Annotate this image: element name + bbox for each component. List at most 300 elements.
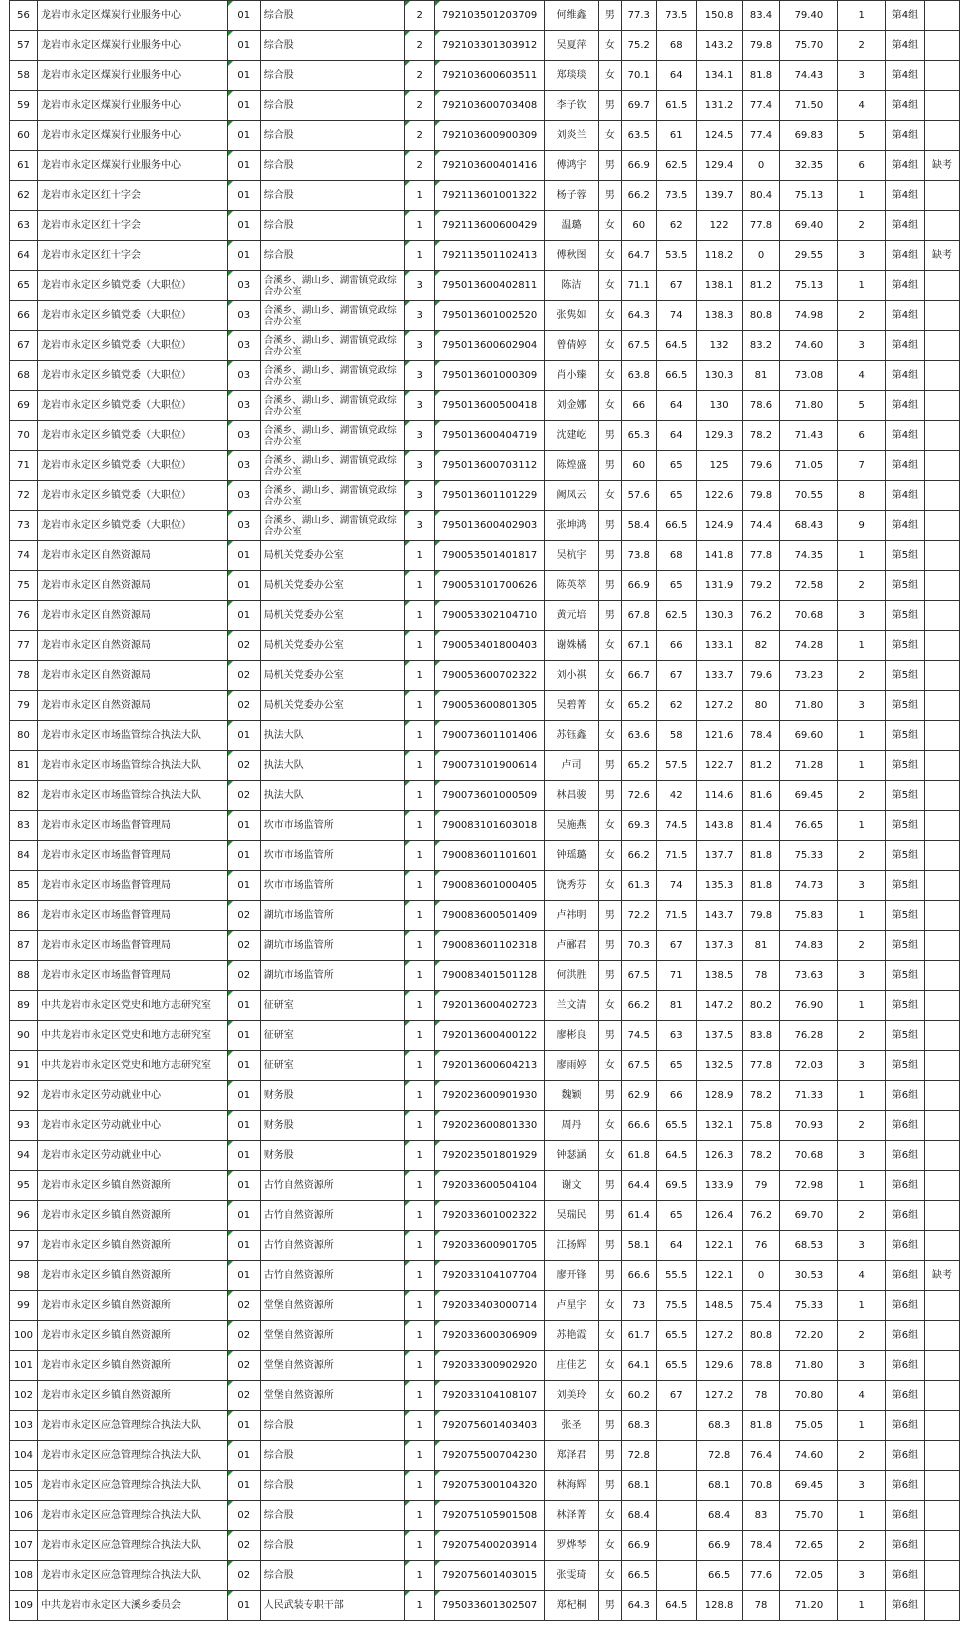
final-score-cell: 70.80 — [780, 1381, 838, 1411]
row-number-cell: 64 — [10, 241, 38, 271]
candidate-name-cell: 张雯琦 — [545, 1561, 599, 1591]
position-name-cell: 合溪乡、湖山乡、湖雷镇党政综合办公室 — [260, 301, 405, 331]
rank-cell: 4 — [838, 91, 886, 121]
candidate-name-cell: 郑琰琰 — [545, 61, 599, 91]
written-score-2-cell — [656, 1441, 696, 1471]
hire-count-cell: 3 — [405, 331, 435, 361]
table-row — [10, 1321, 960, 1351]
written-score-1-cell: 64.3 — [621, 301, 656, 331]
candidate-name-cell: 刘金娜 — [545, 391, 599, 421]
written-total-cell: 68.4 — [696, 1501, 742, 1531]
table-row — [10, 1111, 960, 1141]
position-name-cell: 古竹自然资源所 — [260, 1261, 405, 1291]
interview-score-cell: 83 — [742, 1501, 780, 1531]
exam-number-cell: 795013601002520 — [435, 301, 545, 331]
position-name-cell: 执法大队 — [260, 721, 405, 751]
hire-count-cell: 3 — [405, 511, 435, 541]
gender-cell: 女 — [598, 1351, 621, 1381]
final-score-cell: 73.63 — [780, 961, 838, 991]
hire-count-cell: 1 — [405, 1231, 435, 1261]
group-cell: 第6组 — [886, 1291, 925, 1321]
table-row — [10, 571, 960, 601]
table-row — [10, 151, 960, 181]
row-number-cell: 98 — [10, 1261, 38, 1291]
table-row — [10, 961, 960, 991]
exam-number-cell: 792113600600429 — [435, 211, 545, 241]
written-total-cell: 68.1 — [696, 1471, 742, 1501]
group-cell: 第6组 — [886, 1201, 925, 1231]
position-code-cell: 01 — [227, 91, 260, 121]
position-code-cell: 01 — [227, 841, 260, 871]
written-score-1-cell: 66.6 — [621, 1111, 656, 1141]
exam-number-cell: 790053600702322 — [435, 661, 545, 691]
remark-cell — [924, 1201, 959, 1231]
final-score-cell: 71.28 — [780, 751, 838, 781]
written-score-2-cell: 57.5 — [656, 751, 696, 781]
row-number-cell: 102 — [10, 1381, 38, 1411]
candidate-name-cell: 刘炎兰 — [545, 121, 599, 151]
remark-cell — [924, 91, 959, 121]
exam-number-cell: 790083101603018 — [435, 811, 545, 841]
exam-number-cell: 792075400203914 — [435, 1531, 545, 1561]
position-name-cell: 综合股 — [260, 91, 405, 121]
remark-cell — [924, 61, 959, 91]
row-number-cell: 81 — [10, 751, 38, 781]
position-code-cell: 01 — [227, 1, 260, 31]
group-cell: 第4组 — [886, 481, 925, 511]
row-number-cell: 74 — [10, 541, 38, 571]
position-code-cell: 01 — [227, 211, 260, 241]
gender-cell: 女 — [598, 271, 621, 301]
position-code-cell: 03 — [227, 301, 260, 331]
hire-count-cell: 1 — [405, 1381, 435, 1411]
final-score-cell: 29.55 — [780, 241, 838, 271]
written-score-1-cell: 65.3 — [621, 421, 656, 451]
row-number-cell: 67 — [10, 331, 38, 361]
gender-cell: 男 — [598, 451, 621, 481]
interview-score-cell: 79 — [742, 1171, 780, 1201]
written-total-cell: 139.7 — [696, 181, 742, 211]
unit-name-cell: 中共龙岩市永定区党史和地方志研究室 — [37, 1051, 227, 1081]
hire-count-cell: 3 — [405, 481, 435, 511]
row-number-cell: 101 — [10, 1351, 38, 1381]
remark-cell — [924, 721, 959, 751]
candidate-name-cell: 张圣 — [545, 1411, 599, 1441]
hire-count-cell: 1 — [405, 811, 435, 841]
group-cell: 第5组 — [886, 1051, 925, 1081]
hire-count-cell: 1 — [405, 751, 435, 781]
row-number-cell: 96 — [10, 1201, 38, 1231]
written-score-2-cell: 67 — [656, 271, 696, 301]
row-number-cell: 77 — [10, 631, 38, 661]
rank-cell: 1 — [838, 1411, 886, 1441]
position-name-cell: 综合股 — [260, 1411, 405, 1441]
candidate-name-cell: 傅秋图 — [545, 241, 599, 271]
exam-number-cell: 792103600703408 — [435, 91, 545, 121]
written-score-1-cell: 69.7 — [621, 91, 656, 121]
position-name-cell: 湖坑市场监管所 — [260, 931, 405, 961]
rank-cell: 3 — [838, 601, 886, 631]
group-cell: 第6组 — [886, 1171, 925, 1201]
table-row — [10, 1171, 960, 1201]
written-score-1-cell: 63.8 — [621, 361, 656, 391]
row-number-cell: 87 — [10, 931, 38, 961]
exam-number-cell: 792033300902920 — [435, 1351, 545, 1381]
unit-name-cell: 龙岩市永定区乡镇自然资源所 — [37, 1201, 227, 1231]
written-total-cell: 122 — [696, 211, 742, 241]
table-row — [10, 1141, 960, 1171]
position-name-cell: 综合股 — [260, 241, 405, 271]
interview-score-cell: 78.4 — [742, 1531, 780, 1561]
written-total-cell: 129.6 — [696, 1351, 742, 1381]
interview-score-cell: 79.8 — [742, 901, 780, 931]
written-score-1-cell: 67.5 — [621, 961, 656, 991]
remark-cell — [924, 1, 959, 31]
exam-number-cell: 792033600901705 — [435, 1231, 545, 1261]
rank-cell: 1 — [838, 1291, 886, 1321]
gender-cell: 男 — [598, 1411, 621, 1441]
candidate-name-cell: 谢文 — [545, 1171, 599, 1201]
position-name-cell: 财务股 — [260, 1111, 405, 1141]
gender-cell: 男 — [598, 1081, 621, 1111]
table-row — [10, 511, 960, 541]
row-number-cell: 105 — [10, 1471, 38, 1501]
position-name-cell: 综合股 — [260, 211, 405, 241]
hire-count-cell: 1 — [405, 1201, 435, 1231]
rank-cell: 1 — [838, 1501, 886, 1531]
row-number-cell: 99 — [10, 1291, 38, 1321]
candidate-name-cell: 吴杭宇 — [545, 541, 599, 571]
gender-cell: 女 — [598, 301, 621, 331]
final-score-cell: 76.28 — [780, 1021, 838, 1051]
exam-number-cell: 790073601000509 — [435, 781, 545, 811]
final-score-cell: 72.65 — [780, 1531, 838, 1561]
interview-score-cell: 80.8 — [742, 1321, 780, 1351]
gender-cell: 男 — [598, 961, 621, 991]
candidate-name-cell: 周丹 — [545, 1111, 599, 1141]
group-cell: 第4组 — [886, 121, 925, 151]
candidate-name-cell: 张坤鸿 — [545, 511, 599, 541]
position-code-cell: 02 — [227, 901, 260, 931]
written-score-2-cell: 63 — [656, 1021, 696, 1051]
rank-cell: 9 — [838, 511, 886, 541]
final-score-cell: 75.33 — [780, 841, 838, 871]
written-score-2-cell: 65 — [656, 1201, 696, 1231]
remark-cell — [924, 1021, 959, 1051]
unit-name-cell: 龙岩市永定区乡镇自然资源所 — [37, 1381, 227, 1411]
rank-cell: 1 — [838, 901, 886, 931]
written-total-cell: 137.3 — [696, 931, 742, 961]
group-cell: 第4组 — [886, 1, 925, 31]
row-number-cell: 75 — [10, 571, 38, 601]
final-score-cell: 74.35 — [780, 541, 838, 571]
table-row — [10, 1, 960, 31]
gender-cell: 女 — [598, 1561, 621, 1591]
row-number-cell: 66 — [10, 301, 38, 331]
group-cell: 第4组 — [886, 91, 925, 121]
position-name-cell: 财务股 — [260, 1141, 405, 1171]
group-cell: 第5组 — [886, 811, 925, 841]
remark-cell: 缺考 — [924, 1261, 959, 1291]
written-total-cell: 126.4 — [696, 1201, 742, 1231]
written-score-2-cell: 61 — [656, 121, 696, 151]
candidate-name-cell: 刘美玲 — [545, 1381, 599, 1411]
row-number-cell: 108 — [10, 1561, 38, 1591]
written-score-1-cell: 57.6 — [621, 481, 656, 511]
position-name-cell: 堂堡自然资源所 — [260, 1351, 405, 1381]
interview-score-cell: 77.8 — [742, 1051, 780, 1081]
gender-cell: 女 — [598, 871, 621, 901]
written-total-cell: 122.6 — [696, 481, 742, 511]
position-name-cell: 合溪乡、湖山乡、湖雷镇党政综合办公室 — [260, 331, 405, 361]
final-score-cell: 69.83 — [780, 121, 838, 151]
remark-cell — [924, 931, 959, 961]
group-cell: 第4组 — [886, 451, 925, 481]
unit-name-cell: 龙岩市永定区煤炭行业服务中心 — [37, 151, 227, 181]
position-name-cell: 坎市市场监管所 — [260, 811, 405, 841]
final-score-cell: 75.33 — [780, 1291, 838, 1321]
position-name-cell: 综合股 — [260, 121, 405, 151]
candidate-name-cell: 苏艳霞 — [545, 1321, 599, 1351]
position-name-cell: 综合股 — [260, 31, 405, 61]
written-score-1-cell: 61.7 — [621, 1321, 656, 1351]
interview-score-cell: 78 — [742, 961, 780, 991]
position-code-cell: 01 — [227, 121, 260, 151]
written-total-cell: 132.1 — [696, 1111, 742, 1141]
rank-cell: 2 — [838, 571, 886, 601]
final-score-cell: 75.83 — [780, 901, 838, 931]
written-score-2-cell: 71.5 — [656, 901, 696, 931]
table-row — [10, 691, 960, 721]
position-code-cell: 03 — [227, 451, 260, 481]
interview-score-cell: 81.8 — [742, 61, 780, 91]
row-number-cell: 88 — [10, 961, 38, 991]
rank-cell: 2 — [838, 661, 886, 691]
hire-count-cell: 3 — [405, 271, 435, 301]
exam-number-cell: 790083600501409 — [435, 901, 545, 931]
hire-count-cell: 1 — [405, 871, 435, 901]
position-name-cell: 局机关党委办公室 — [260, 691, 405, 721]
gender-cell: 男 — [598, 751, 621, 781]
remark-cell — [924, 571, 959, 601]
final-score-cell: 69.60 — [780, 721, 838, 751]
unit-name-cell: 龙岩市永定区煤炭行业服务中心 — [37, 61, 227, 91]
group-cell: 第4组 — [886, 361, 925, 391]
row-number-cell: 84 — [10, 841, 38, 871]
written-score-2-cell: 64 — [656, 421, 696, 451]
unit-name-cell: 龙岩市永定区自然资源局 — [37, 661, 227, 691]
hire-count-cell: 1 — [405, 1591, 435, 1621]
hire-count-cell: 2 — [405, 31, 435, 61]
group-cell: 第4组 — [886, 31, 925, 61]
written-score-1-cell: 75.2 — [621, 31, 656, 61]
candidate-name-cell: 罗烨琴 — [545, 1531, 599, 1561]
table-row — [10, 721, 960, 751]
hire-count-cell: 2 — [405, 91, 435, 121]
unit-name-cell: 龙岩市永定区自然资源局 — [37, 691, 227, 721]
table-row — [10, 871, 960, 901]
group-cell: 第5组 — [886, 571, 925, 601]
unit-name-cell: 龙岩市永定区应急管理综合执法大队 — [37, 1561, 227, 1591]
exam-number-cell: 790073101900614 — [435, 751, 545, 781]
remark-cell — [924, 1471, 959, 1501]
remark-cell — [924, 841, 959, 871]
group-cell: 第5组 — [886, 661, 925, 691]
final-score-cell: 75.13 — [780, 181, 838, 211]
final-score-cell: 71.43 — [780, 421, 838, 451]
group-cell: 第5组 — [886, 751, 925, 781]
row-number-cell: 107 — [10, 1531, 38, 1561]
written-score-1-cell: 66.9 — [621, 151, 656, 181]
unit-name-cell: 龙岩市永定区乡镇自然资源所 — [37, 1231, 227, 1261]
written-total-cell: 150.8 — [696, 1, 742, 31]
interview-score-cell: 79.6 — [742, 661, 780, 691]
hire-count-cell: 1 — [405, 1531, 435, 1561]
written-score-1-cell: 66.7 — [621, 661, 656, 691]
written-score-2-cell — [656, 1411, 696, 1441]
hire-count-cell: 2 — [405, 61, 435, 91]
written-total-cell: 138.5 — [696, 961, 742, 991]
written-score-1-cell: 77.3 — [621, 1, 656, 31]
written-score-1-cell: 63.6 — [621, 721, 656, 751]
unit-name-cell: 龙岩市永定区应急管理综合执法大队 — [37, 1411, 227, 1441]
written-score-2-cell: 73.5 — [656, 181, 696, 211]
exam-number-cell: 792075300104320 — [435, 1471, 545, 1501]
group-cell: 第5组 — [886, 961, 925, 991]
unit-name-cell: 龙岩市永定区自然资源局 — [37, 631, 227, 661]
position-code-cell: 03 — [227, 511, 260, 541]
group-cell: 第5组 — [886, 871, 925, 901]
position-code-cell: 03 — [227, 421, 260, 451]
hire-count-cell: 1 — [405, 241, 435, 271]
written-score-1-cell: 64.3 — [621, 1591, 656, 1621]
interview-score-cell: 80 — [742, 691, 780, 721]
row-number-cell: 104 — [10, 1441, 38, 1471]
exam-number-cell: 792033104108107 — [435, 1381, 545, 1411]
gender-cell: 女 — [598, 841, 621, 871]
row-number-cell: 94 — [10, 1141, 38, 1171]
table-row — [10, 1531, 960, 1561]
position-code-cell: 03 — [227, 481, 260, 511]
written-score-2-cell: 64 — [656, 1231, 696, 1261]
hire-count-cell: 2 — [405, 1, 435, 31]
hire-count-cell: 1 — [405, 1171, 435, 1201]
gender-cell: 女 — [598, 1291, 621, 1321]
hire-count-cell: 1 — [405, 571, 435, 601]
written-score-2-cell: 67 — [656, 931, 696, 961]
rank-cell: 3 — [838, 1351, 886, 1381]
position-name-cell: 综合股 — [260, 61, 405, 91]
written-score-2-cell: 65 — [656, 1051, 696, 1081]
candidate-name-cell: 林海辉 — [545, 1471, 599, 1501]
exam-number-cell: 792023600801330 — [435, 1111, 545, 1141]
written-score-2-cell: 62 — [656, 691, 696, 721]
interview-score-cell: 78.2 — [742, 1141, 780, 1171]
interview-score-cell: 75.4 — [742, 1291, 780, 1321]
written-score-2-cell: 58 — [656, 721, 696, 751]
candidate-name-cell: 廖雨婷 — [545, 1051, 599, 1081]
position-code-cell: 02 — [227, 1501, 260, 1531]
interview-score-cell: 74.4 — [742, 511, 780, 541]
candidate-name-cell: 何洪胜 — [545, 961, 599, 991]
gender-cell: 男 — [598, 421, 621, 451]
exam-number-cell: 792033600306909 — [435, 1321, 545, 1351]
unit-name-cell: 龙岩市永定区应急管理综合执法大队 — [37, 1441, 227, 1471]
interview-score-cell: 76.2 — [742, 601, 780, 631]
rank-cell: 6 — [838, 151, 886, 181]
candidate-name-cell: 何维鑫 — [545, 1, 599, 31]
candidate-name-cell: 曾倩婷 — [545, 331, 599, 361]
candidate-name-cell: 廖开锋 — [545, 1261, 599, 1291]
written-score-1-cell: 65.2 — [621, 751, 656, 781]
position-code-cell: 01 — [227, 31, 260, 61]
candidate-name-cell: 肖小臻 — [545, 361, 599, 391]
position-code-cell: 01 — [227, 1021, 260, 1051]
position-name-cell: 坎市市场监管所 — [260, 871, 405, 901]
written-score-1-cell: 58.4 — [621, 511, 656, 541]
exam-number-cell: 795013600602904 — [435, 331, 545, 361]
row-number-cell: 73 — [10, 511, 38, 541]
final-score-cell: 75.05 — [780, 1411, 838, 1441]
remark-cell — [924, 811, 959, 841]
interview-score-cell: 78.4 — [742, 721, 780, 751]
candidate-name-cell: 庄佳艺 — [545, 1351, 599, 1381]
unit-name-cell: 龙岩市永定区煤炭行业服务中心 — [37, 31, 227, 61]
rank-cell: 3 — [838, 1561, 886, 1591]
written-score-2-cell: 73.5 — [656, 1, 696, 31]
written-total-cell: 128.9 — [696, 1081, 742, 1111]
exam-number-cell: 790073601101406 — [435, 721, 545, 751]
position-code-cell: 02 — [227, 1291, 260, 1321]
candidate-name-cell: 陈洁 — [545, 271, 599, 301]
remark-cell — [924, 781, 959, 811]
written-score-2-cell: 64.5 — [656, 331, 696, 361]
written-score-1-cell: 66.2 — [621, 991, 656, 1021]
row-number-cell: 85 — [10, 871, 38, 901]
candidate-name-cell: 卢星宇 — [545, 1291, 599, 1321]
rank-cell: 2 — [838, 1531, 886, 1561]
final-score-cell: 71.80 — [780, 1351, 838, 1381]
gender-cell: 男 — [598, 1261, 621, 1291]
exam-number-cell: 792013600402723 — [435, 991, 545, 1021]
rank-cell: 2 — [838, 1441, 886, 1471]
row-number-cell: 59 — [10, 91, 38, 121]
unit-name-cell: 龙岩市永定区劳动就业中心 — [37, 1111, 227, 1141]
position-code-cell: 02 — [227, 1531, 260, 1561]
remark-cell — [924, 871, 959, 901]
remark-cell — [924, 1561, 959, 1591]
remark-cell — [924, 901, 959, 931]
written-total-cell: 127.2 — [696, 691, 742, 721]
unit-name-cell: 龙岩市永定区自然资源局 — [37, 571, 227, 601]
group-cell: 第6组 — [886, 1231, 925, 1261]
candidate-name-cell: 林泽菁 — [545, 1501, 599, 1531]
remark-cell — [924, 991, 959, 1021]
position-code-cell: 03 — [227, 271, 260, 301]
final-score-cell: 75.13 — [780, 271, 838, 301]
exam-number-cell: 790083601000405 — [435, 871, 545, 901]
candidate-name-cell: 兰文清 — [545, 991, 599, 1021]
candidate-name-cell: 魏颖 — [545, 1081, 599, 1111]
interview-score-cell: 77.8 — [742, 541, 780, 571]
table-row — [10, 1081, 960, 1111]
group-cell: 第4组 — [886, 211, 925, 241]
written-score-2-cell: 62.5 — [656, 151, 696, 181]
final-score-cell: 72.20 — [780, 1321, 838, 1351]
final-score-cell: 76.90 — [780, 991, 838, 1021]
table-row — [10, 211, 960, 241]
unit-name-cell: 龙岩市永定区乡镇党委（大职位） — [37, 451, 227, 481]
